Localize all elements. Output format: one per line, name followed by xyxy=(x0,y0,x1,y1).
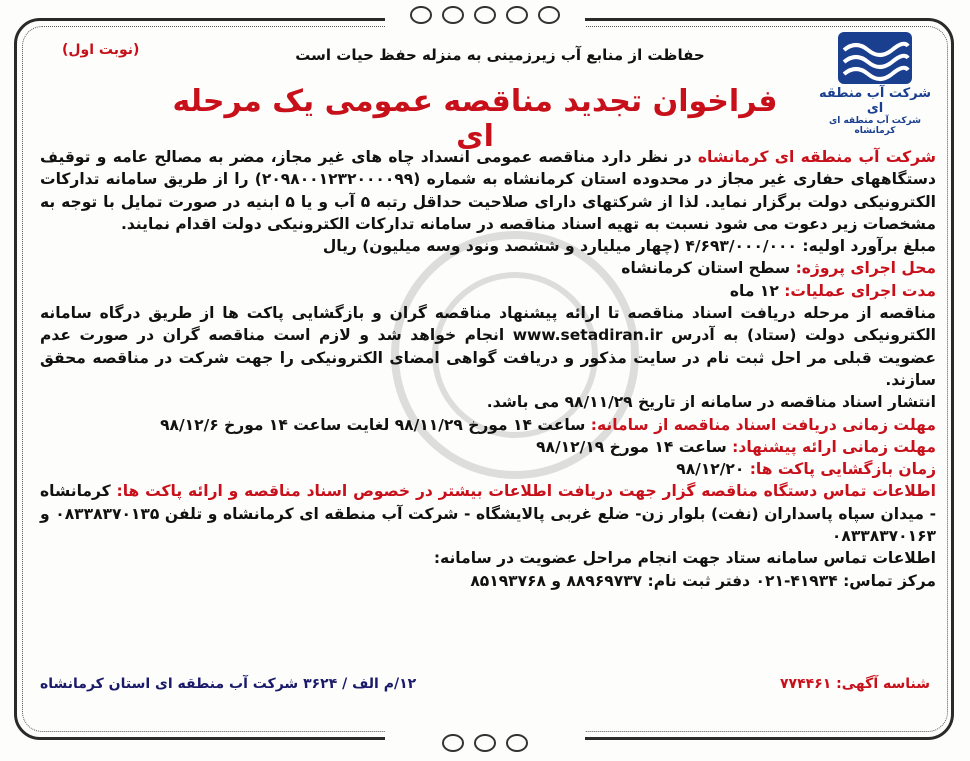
doc-deadline-value: ساعت ۱۴ مورخ ۹۸/۱۱/۲۹ لغایت ساعت ۱۴ مورخ ۹۸/۱۲/۶ xyxy=(160,415,591,434)
page-title: فراخوان تجدید مناقصه عمومی یک مرحله ای xyxy=(172,84,778,154)
process-paragraph xyxy=(40,302,936,391)
reference-number: ۱۲/م الف / ۳۶۲۴ شرکت آب منطقه ای استان کرمانشاه xyxy=(40,676,417,692)
setad-contact-line: اطلاعات تماس سامانه ستاد جهت انجام مراحل عضویت در سامانه: xyxy=(433,549,936,568)
duration-label: مدت اجرای عملیات: xyxy=(784,281,936,300)
logo-name: شرکت آب منطقه ای xyxy=(818,86,932,116)
intro-text: در نظر دارد مناقصه عمومی انسداد چاه های غیر مجاز، مضر به مصالح عامه و توقیف دستگاههای حفاری غیر مجاز در محدوده استان کرمانشاه به شماره (۲۰۹۸۰۰۱۲۳۲۰۰۰۰۹۹) را از طریق سامانه تدارکات الکترونیکی دولت برگزار نماید. لذا از شرکتهای دارای صلاحیت حداقل رتبه ۵ آب و یا ۵ ابنیه در صورت تمایل با توجه به مشخصات زیر دعوت می شود نسبت به تهیه اسناد مناقصه در سامانه تدارکات الکترونیکی دولت اقدام نمایند. xyxy=(40,148,936,233)
doc-deadline-line xyxy=(40,414,936,436)
bottom-ornament xyxy=(385,730,585,756)
duration-line xyxy=(40,280,936,302)
footer xyxy=(40,676,930,692)
process-text-2: انجام خواهد شد و لازم است مناقصه گران در صورت عدم عضویت قبلی مر احل ثبت نام در سایت مذکور و دریافت گواهی امضای الکترونیکی را جهت شرکت در مناقصه محقق سازند. xyxy=(40,326,936,389)
budget-line: مبلغ برآورد اولیه: ۴/۶۹۳/۰۰۰/۰۰۰ (چهار میلیارد و ششصد ونود وسه میلیون) ریال xyxy=(322,237,936,256)
company-logo xyxy=(816,32,934,136)
contact-value: کرمانشاه - میدان سپاه پاسداران (نفت) بلوار زن- ضلع غربی پالایشگاه - شرکت آب منطقه ای کرمانشاه و تلفن ۰۸۳۳۸۳۷۰۱۳۵ و ۰۸۳۳۸۳۷۰۱۶۳ xyxy=(40,482,937,546)
ad-id: شناسه آگهی: ۷۷۴۴۶۱ xyxy=(780,676,930,692)
setad-numbers-line: مرکز تماس: ۴۱۹۳۴-۰۲۱ دفتر ثبت نام: ۸۸۹۶۹۷۳۷ و ۸۵۱۹۳۷۶۸ xyxy=(470,571,936,590)
doc-deadline-label: مهلت زمانی دریافت اسناد مناقصه از سامانه: xyxy=(590,415,936,434)
company-name: شرکت آب منطقه ای کرمانشاه xyxy=(697,148,937,166)
bid-deadline-line xyxy=(40,436,936,458)
intro-paragraph xyxy=(40,146,936,235)
opening-line xyxy=(40,458,936,480)
publish-line: انتشار اسناد مناقصه در سامانه از تاریخ ۹۸/۱۱/۲۹ می باشد. xyxy=(486,393,936,412)
location-line xyxy=(40,257,936,279)
location-value: سطح استان کرمانشاه xyxy=(621,259,796,278)
turn-label: (نوبت اول) xyxy=(62,42,140,58)
setad-link[interactable]: www.setadiran.ir xyxy=(512,326,663,345)
contact-label: اطلاعات تماس دستگاه مناقصه گزار جهت دریافت اطلاعات بیشتر در خصوص اسناد مناقصه و ارائه پاکت ها: xyxy=(116,482,936,501)
contact-paragraph xyxy=(40,480,936,547)
water-waves-icon xyxy=(838,32,912,84)
bid-deadline-label: مهلت زمانی ارائه پیشنهاد: xyxy=(732,437,936,456)
notice-body xyxy=(40,146,936,592)
process-text-1: مناقصه از مرحله دریافت اسناد مناقصه تا ارائه پیشنهاد مناقصه گران و بازگشایی پاکت ها از طریق درگاه سامانه الکترونیکی دولت (ستاد) به آدرس xyxy=(40,304,936,345)
duration-value: ۱۲ ماه xyxy=(729,281,785,300)
motto: حفاظت از منابع آب زیرزمینی به منزله حفظ حیات است xyxy=(295,46,705,64)
logo-subtitle: شرکت آب منطقه ای کرمانشاه xyxy=(828,116,922,136)
top-ornament xyxy=(385,2,585,28)
opening-label: زمان بازگشایی پاکت ها: xyxy=(749,460,936,479)
bid-deadline-value: ساعت ۱۴ مورخ ۹۸/۱۲/۱۹ xyxy=(536,437,733,456)
opening-value: ۹۸/۱۲/۲۰ xyxy=(676,460,750,479)
location-label: محل اجرای پروژه: xyxy=(795,259,936,278)
